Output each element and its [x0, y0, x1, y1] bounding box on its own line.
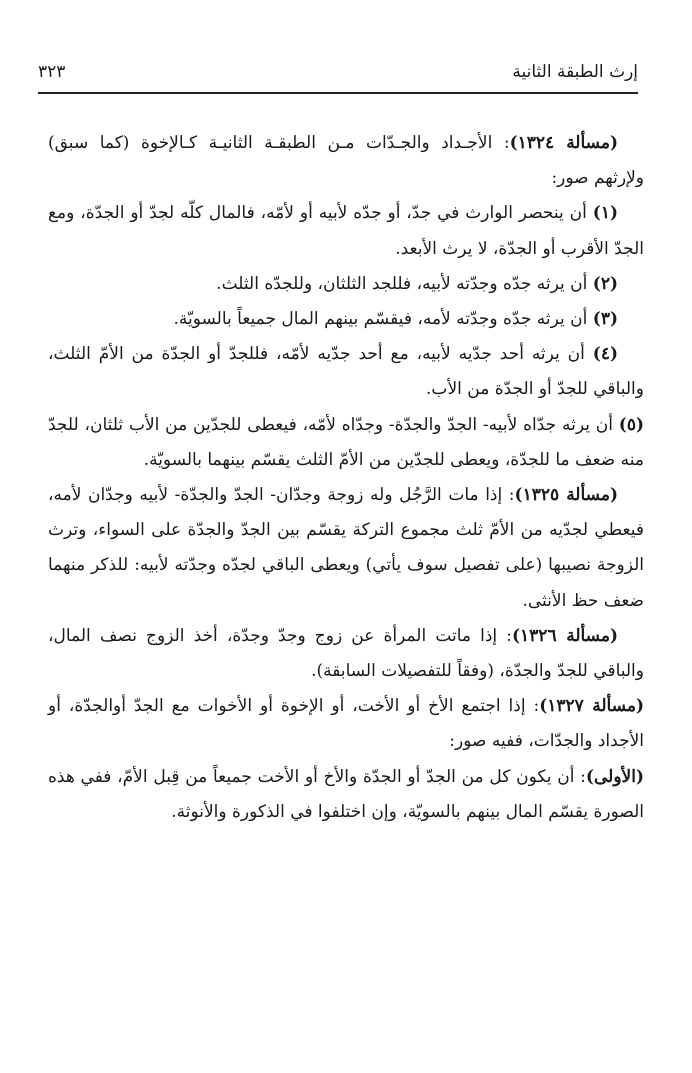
paragraph-label: (مسألة ١٣٢٥)	[514, 485, 618, 506]
paragraph-text: أن يرثه جدّه وجدّته لأمه، فيقسّم بينهم المال جميعاً بالسويّة.	[173, 309, 593, 330]
paragraph-label: (الأولى)	[585, 766, 644, 787]
page-body	[48, 126, 644, 830]
paragraph-text: : إذا ماتت المرأة عن زوج وجدّ وجدّة، أخذ الزوج نصف المال، والباقي للجدّ والجدّة، (وفقاً للتفصيلات السابقة).	[48, 625, 644, 682]
paragraph	[48, 267, 644, 302]
paragraph	[48, 408, 644, 478]
paragraph-text: أن يرثه جدّاه لأبيه- الجدّ والجدّة- وجدّاه لأمّه، فيعطى للجدّين من الأب ثلثان، للجدّ منه ضعف ما للجدّة، ويعطى للجدّين من الأمّ الثلث يقسّم بينهما بالسويّة.	[48, 414, 644, 470]
page-number: ٣٢٣	[38, 62, 66, 82]
paragraph-text: أن ينحصر الوارث في جدّ، أو جدّه لأبيه أو لأمّه، فالمال كلّه لجدّ أو الجدّة، ومع الجدّ الأقرب أو الجدّة، لا يرث الأبعد.	[48, 203, 644, 259]
paragraph	[48, 689, 644, 759]
paragraph	[48, 478, 644, 619]
paragraph-label: (١)	[592, 203, 618, 224]
paragraph-label: (٤)	[592, 344, 618, 365]
paragraph-text: أن يرثه جدّه وجدّته لأبيه، فللجد الثلثان، وللجدّه الثلث.	[216, 273, 593, 294]
paragraph	[48, 337, 644, 407]
paragraph	[48, 196, 644, 266]
paragraph-label: (٣)	[592, 309, 618, 330]
paragraph-label: (٥)	[618, 414, 644, 435]
paragraph	[48, 619, 644, 689]
paragraph-text: أن يرثه أحد جدّيه لأبيه، مع أحد جدّيه لأمّه، فللجدّ أو الجدّة من الأمّ الثلث، والباقي للجدّ أو الجدّة من الأب.	[48, 344, 644, 400]
paragraph	[48, 302, 644, 337]
paragraph	[48, 126, 644, 196]
running-title: إرث الطبقة الثانية	[512, 62, 638, 82]
paragraph-text: : إذا مات الرَّجُل وله زوجة وجدّان- الجدّ والجدّة- لأبيه وجدّان لأمه، فيعطي لجدّيه من الأمّ ثلث مجموع التركة يقسّم بين الجدّ والجدّة على السواء، وترث الزوجة نصيبها (على تفصيل سوف يأتي) ويعطى الباقي لجدّه وجدّته لأبيه: للذكر منهما ضعف حظ الأنثى.	[48, 485, 644, 611]
page-header	[38, 58, 638, 94]
paragraph-label: (مسألة ١٣٢٤)	[509, 133, 618, 153]
paragraph-label: (مسألة ١٣٢٦)	[512, 625, 618, 646]
paragraph	[48, 760, 644, 830]
paragraph-text: : إذا اجتمع الأخ أو الأخت، أو الإخوة أو الأخوات مع الجدّ أوالجدّة، أو الأجداد والجدّات، ففيه صور:	[48, 696, 644, 752]
paragraph-label: (٢)	[592, 273, 618, 294]
paragraph-label: (مسألة ١٣٢٧)	[539, 696, 644, 717]
paragraph-text: : أن يكون كل من الجدّ أو الجدّة والأخ أو الأخت جميعاً من قِبل الأمّ، ففي هذه الصورة يقسّم المال بينهم بالسويّة، وإن اختلفوا في الذكورة والأنوثة.	[48, 766, 644, 822]
paragraph-text: : الأجـداد والجـدّات مـن الطبقـة الثانيـة كـالإخوة (كما سبق) ولإرثهم صور:	[48, 133, 644, 189]
